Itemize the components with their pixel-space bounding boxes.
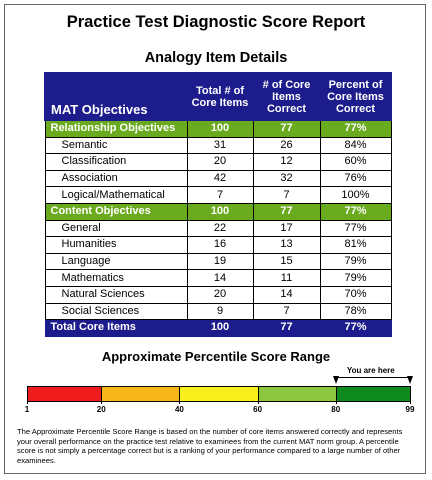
cell-correct: 17 [253,220,320,237]
cell-total: 100 [187,120,253,137]
cell-total: 100 [187,203,253,220]
cell-total: 20 [187,154,253,171]
scale-tick [258,386,259,404]
analogy-details-table [44,72,392,337]
objective-item-row [45,220,391,237]
scale-tick-label: 80 [331,405,341,414]
cell-percent: 78% [320,303,391,320]
scale-tick [179,386,180,404]
objective-item-row [45,286,391,303]
cell-correct: 14 [253,286,320,303]
cell-correct: 32 [253,170,320,187]
table-body [45,120,391,336]
scale-tick [101,386,102,404]
cell-correct: 77 [253,320,320,337]
scale-tick [27,386,28,404]
header-total-core-items: Total # of Core Items [187,73,253,120]
cell-label: Social Sciences [45,303,187,320]
objective-item-row [45,154,391,171]
objective-group-row [45,203,391,220]
objective-item-row [45,170,391,187]
total-core-items-row [45,320,391,337]
scale-tick-label: 20 [96,405,106,414]
cell-total: 9 [187,303,253,320]
objective-item-row [45,253,391,270]
section-subtitle: Analogy Item Details [144,50,288,66]
cell-label: Logical/Mathematical [45,187,187,204]
cell-percent: 77% [320,203,391,220]
scale-tick-label: 99 [405,405,415,414]
cell-correct: 12 [253,154,320,171]
cell-correct: 11 [253,270,320,287]
cell-label: Humanities [45,237,187,254]
cell-percent: 76% [320,170,391,187]
cell-correct: 7 [253,187,320,204]
cell-label: Content Objectives [45,203,187,220]
scale-segment [27,386,101,402]
objective-item-row [45,270,391,287]
cell-percent: 81% [320,237,391,254]
scale-tick-label: 40 [174,405,184,414]
objective-group-row [45,120,391,137]
explanatory-note: The Approximate Percentile Score Range is based on the number of core items answered correctly and represents your overall performance on the practice test relative to examinees from the current MAT norm group. A percentile score is not simply a percentage correct but is a ranking of your performance compared to a large number of other examinees. [17,427,403,465]
objective-item-row [45,137,391,154]
cell-label: Natural Sciences [45,286,187,303]
cell-percent: 77% [320,120,391,137]
header-mat-objectives: MAT Objectives [45,73,187,120]
table-header-row [45,73,391,120]
cell-percent: 60% [320,154,391,171]
scale-tick-label: 1 [24,405,30,414]
cell-label: Language [45,253,187,270]
scale-tick [410,386,411,404]
objective-item-row [45,303,391,320]
report-title: Practice Test Diagnostic Score Report [66,13,366,31]
cell-total: 16 [187,237,253,254]
scale-segment [101,386,179,402]
cell-percent: 79% [320,270,391,287]
cell-correct: 13 [253,237,320,254]
cell-correct: 26 [253,137,320,154]
cell-label: Total Core Items [45,320,187,337]
cell-label: Relationship Objectives [45,120,187,137]
cell-total: 31 [187,137,253,154]
score-range-bracket [336,377,410,378]
cell-percent: 100% [320,187,391,204]
cell-total: 19 [187,253,253,270]
you-are-here-label: You are here [346,366,395,375]
scale-segment [179,386,257,402]
scale-segment [336,386,410,402]
cell-total: 22 [187,220,253,237]
scale-tick [336,386,337,404]
header-core-items-correct: # of Core Items Correct [253,73,320,120]
score-range-arrow [407,376,413,384]
cell-correct: 77 [253,120,320,137]
cell-correct: 7 [253,303,320,320]
cell-total: 20 [187,286,253,303]
scale-tick-label: 60 [253,405,263,414]
cell-percent: 84% [320,137,391,154]
cell-label: Association [45,170,187,187]
objective-item-row [45,237,391,254]
cell-percent: 70% [320,286,391,303]
cell-label: General [45,220,187,237]
cell-percent: 79% [320,253,391,270]
cell-total: 42 [187,170,253,187]
cell-label: Mathematics [45,270,187,287]
cell-percent: 77% [320,220,391,237]
cell-total: 7 [187,187,253,204]
cell-total: 100 [187,320,253,337]
cell-correct: 15 [253,253,320,270]
cell-correct: 77 [253,203,320,220]
cell-label: Semantic [45,137,187,154]
score-range-arrow [333,376,339,384]
scale-segment [258,386,336,402]
objective-item-row [45,187,391,204]
percentile-range-title: Approximate Percentile Score Range [101,349,331,364]
cell-label: Classification [45,154,187,171]
header-percent-correct: Percent of Core Items Correct [320,73,391,120]
cell-percent: 77% [320,320,391,337]
cell-total: 14 [187,270,253,287]
